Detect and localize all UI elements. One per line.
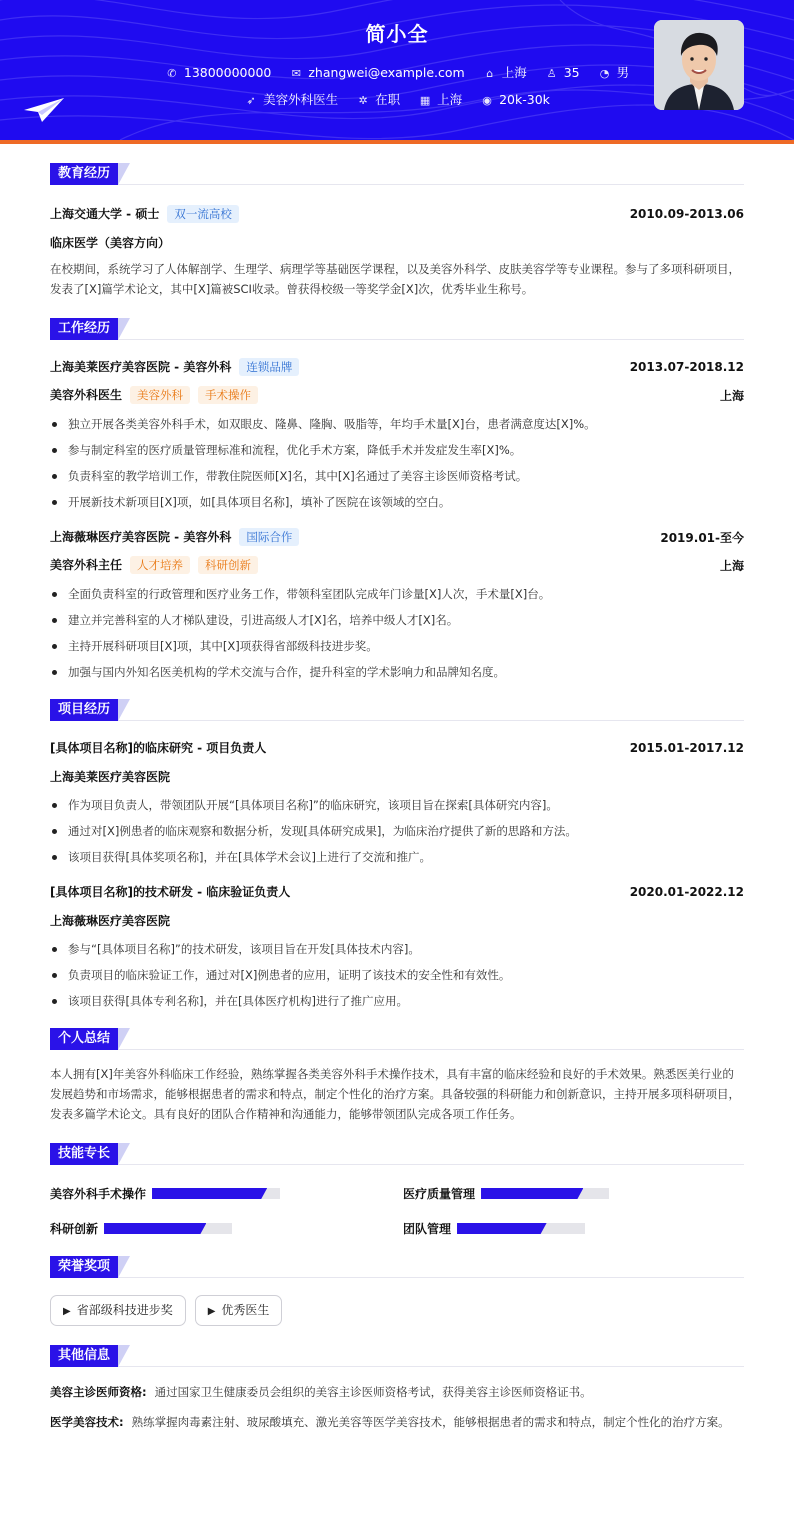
other-value: 熟练掌握肉毒素注射、玻尿酸填充、激光美容等医学美容技术，能够根据患者的需求和特点，制定个性化的治疗方案。: [131, 1415, 730, 1429]
education-desc: 在校期间，系统学习了人体解剖学、生理学、病理学等基础医学课程，以及美容外科学、皮肤美容学等专业课程。参与了多项科研项目，发表了[X]篇学术论文，其中[X]篇被SCI收录。曾获得校级一等奖学金[X]次，优秀毕业生称号。: [50, 262, 740, 296]
work-entry: [50, 528, 744, 680]
list-item: 主持开展科研项目[X]项，其中[X]项获得省部级科技进步奖。: [50, 638, 744, 654]
section-education-title: [50, 162, 744, 185]
send-icon: ➶: [246, 94, 256, 107]
section-label: 荣誉奖项: [50, 1256, 118, 1278]
other-key: 医学美容技术:: [50, 1415, 124, 1429]
list-item: 参与“[具体项目名称]”的技术研发，该项目旨在开发[具体技术内容]。: [50, 941, 744, 957]
location-info: [483, 63, 527, 81]
play-icon: ▶: [207, 1306, 216, 1317]
list-item: 负责科室的教学培训工作，带教住院医师[X]名，其中[X]名通过了美容主诊医师资格考试。: [50, 468, 744, 484]
project-entry: [50, 883, 744, 1009]
school-name: 上海交通大学 - 硕士: [50, 207, 160, 221]
work-duties: [50, 586, 744, 680]
other-value: 通过国家卫生健康委员会组织的美容主诊医师资格考试，获得美容主诊医师资格证书。: [154, 1385, 592, 1399]
resume-body: [50, 144, 744, 1432]
age-icon: ♙: [546, 67, 557, 80]
project-title: [具体项目名称]的技术研发 - 临床验证负责人: [50, 885, 291, 899]
role-tag: 人才培养: [130, 556, 190, 574]
list-item: 加强与国内外知名医美机构的学术交流与合作，提升科室的学术影响力和品牌知名度。: [50, 664, 744, 680]
status-icon: ✲: [358, 94, 368, 107]
skill-name: 团队管理: [403, 1222, 452, 1236]
role-tag: 美容外科: [130, 386, 190, 404]
city-text: 上海: [437, 92, 463, 107]
skill-item: [403, 1185, 744, 1202]
work-role-row: [50, 386, 744, 404]
project-header: [50, 739, 744, 756]
education-period: 2010.09-2013.06: [629, 207, 744, 221]
section-work-title: [50, 317, 744, 340]
skill-bar: [457, 1223, 585, 1234]
phone-icon: ✆: [167, 67, 177, 80]
role-tag: 手术操作: [198, 386, 258, 404]
status-text: 在职: [375, 92, 401, 107]
project-entry: [50, 739, 744, 865]
skill-bar: [104, 1223, 232, 1234]
section-summary-title: [50, 1027, 744, 1050]
other-item: [50, 1382, 744, 1402]
award-text: 省部级科技进步奖: [76, 1303, 173, 1317]
work-role-row: [50, 556, 744, 574]
section-other-title: [50, 1344, 744, 1367]
work-header: [50, 358, 744, 376]
work-duties: [50, 416, 744, 510]
gender-text: 男: [616, 65, 630, 80]
play-icon: ▶: [63, 1306, 71, 1317]
phone-info: [165, 65, 271, 80]
section-label: 个人总结: [50, 1028, 118, 1050]
project-org: 上海美莱医疗美容医院: [50, 770, 171, 784]
section-label: 项目经历: [50, 699, 118, 721]
role-tag: 科研创新: [198, 556, 258, 574]
position-info: [244, 90, 338, 108]
skill-item: [403, 1220, 744, 1237]
age-text: 35: [563, 65, 580, 80]
section-label: 工作经历: [50, 318, 118, 340]
project-items: [50, 797, 744, 865]
skill-name: 医疗质量管理: [403, 1187, 476, 1201]
work-header: [50, 528, 744, 546]
paper-plane-icon: [24, 98, 64, 122]
award-badge: [50, 1295, 186, 1326]
project-items: [50, 941, 744, 1009]
skill-name: 美容外科手术操作: [50, 1187, 147, 1201]
email-info: [289, 65, 464, 80]
skill-bar: [481, 1188, 609, 1199]
other-key: 美容主诊医师资格:: [50, 1385, 147, 1399]
skill-bar-fill: [457, 1223, 547, 1234]
list-item: 开展新技术新项目[X]项，如[具体项目名称]，填补了医院在该领域的空白。: [50, 494, 744, 510]
award-badge: [195, 1295, 283, 1326]
status-info: [356, 90, 400, 108]
skill-name: 科研创新: [50, 1222, 99, 1236]
skill-item: [50, 1220, 403, 1237]
section-honors-title: [50, 1255, 744, 1278]
education-header: [50, 205, 744, 223]
list-item: 参与制定科室的医疗质量管理标准和流程，优化手术方案，降低手术并发症发生率[X]%。: [50, 442, 744, 458]
company-name: 上海薇琳医疗美容医院 - 美容外科: [50, 530, 232, 544]
mail-icon: ✉: [291, 67, 301, 80]
salary-info: [480, 92, 550, 107]
city-info: [418, 90, 462, 108]
phone-text: 13800000000: [183, 65, 272, 80]
role-name: 美容外科医生: [50, 388, 123, 402]
project-header: [50, 883, 744, 900]
role-name: 美容外科主任: [50, 558, 123, 572]
company-tag: 连锁品牌: [239, 358, 299, 376]
work-entry: [50, 358, 744, 510]
project-title: [具体项目名称]的临床研究 - 项目负责人: [50, 741, 267, 755]
list-item: 通过对[X]例患者的临床观察和数据分析，发现[具体研究成果]，为临床治疗提供了新的思路和方法。: [50, 823, 744, 839]
project-period: 2020.01-2022.12: [629, 884, 744, 899]
skill-bar-fill: [152, 1188, 267, 1199]
school-tag: 双一流高校: [167, 205, 239, 223]
resume-header: [0, 0, 794, 140]
position-text: 美容外科医生: [263, 92, 339, 107]
building-icon: ▦: [419, 94, 431, 107]
age-info: [545, 65, 580, 80]
skills-grid: [50, 1185, 744, 1237]
location-text: 上海: [501, 65, 527, 80]
section-skills-title: [50, 1142, 744, 1165]
awards-list: [50, 1295, 744, 1326]
email-text: zhangwei@example.com: [308, 65, 465, 80]
section-projects-title: [50, 698, 744, 721]
list-item: 独立开展各类美容外科手术，如双眼皮、隆鼻、隆胸、吸脂等，年均手术量[X]台，患者满意度达[X]%。: [50, 416, 744, 432]
company-tag: 国际合作: [239, 528, 299, 546]
home-icon: ⌂: [486, 67, 494, 80]
skill-bar: [152, 1188, 280, 1199]
list-item: 该项目获得[具体专利名称]，并在[具体医疗机构]进行了推广应用。: [50, 993, 744, 1009]
section-label: 技能专长: [50, 1143, 118, 1165]
list-item: 作为项目负责人，带领团队开展“[具体项目名称]”的临床研究，该项目旨在探索[具体研究内容]。: [50, 797, 744, 813]
work-city: 上海: [719, 558, 744, 573]
project-period: 2015.01-2017.12: [629, 740, 744, 755]
skill-bar-fill: [104, 1223, 206, 1234]
list-item: 建立并完善科室的人才梯队建设，引进高级人才[X]名，培养中级人才[X]名。: [50, 612, 744, 628]
summary-text: 本人拥有[X]年美容外科临床工作经验，熟练掌握各类美容外科手术操作技术，具有丰富的临床经验和良好的手术效果。熟悉医美行业的发展趋势和市场需求，能够根据患者的需求和特点，制定个性化的治疗方案。具备较强的科研能力和创新意识，主持开展多项科研项目，发表多篇学术论文。具有良好的团队合作精神和沟通能力，能够带领团队完成各项工作任务。: [50, 1067, 740, 1121]
list-item: 该项目获得[具体奖项名称]，并在[具体学术会议]上进行了交流和推广。: [50, 849, 744, 865]
avatar-image: [654, 20, 744, 110]
avatar: [654, 20, 744, 110]
education-major: 临床医学（美容方向）: [50, 236, 171, 250]
gender-info: [598, 63, 630, 81]
work-period: 2019.01-至今: [660, 530, 744, 545]
company-name: 上海美莱医疗美容医院 - 美容外科: [50, 360, 232, 374]
section-label: 教育经历: [50, 163, 118, 185]
other-item: [50, 1412, 744, 1432]
work-city: 上海: [719, 388, 744, 403]
work-period: 2013.07-2018.12: [629, 360, 744, 374]
skill-bar-fill: [481, 1188, 583, 1199]
salary-text: 20k-30k: [499, 92, 550, 107]
list-item: 负责项目的临床验证工作，通过对[X]例患者的应用，证明了该技术的安全性和有效性。: [50, 967, 744, 983]
candidate-name: 简小全: [365, 22, 429, 46]
section-label: 其他信息: [50, 1345, 118, 1367]
skill-item: [50, 1185, 403, 1202]
award-text: 优秀医生: [221, 1303, 270, 1317]
project-org: 上海薇琳医疗美容医院: [50, 914, 171, 928]
salary-icon: ◉: [482, 94, 492, 107]
gender-icon: ◔: [599, 67, 610, 80]
list-item: 全面负责科室的行政管理和医疗业务工作，带领科室团队完成年门诊量[X]人次，手术量[X]台。: [50, 586, 744, 602]
